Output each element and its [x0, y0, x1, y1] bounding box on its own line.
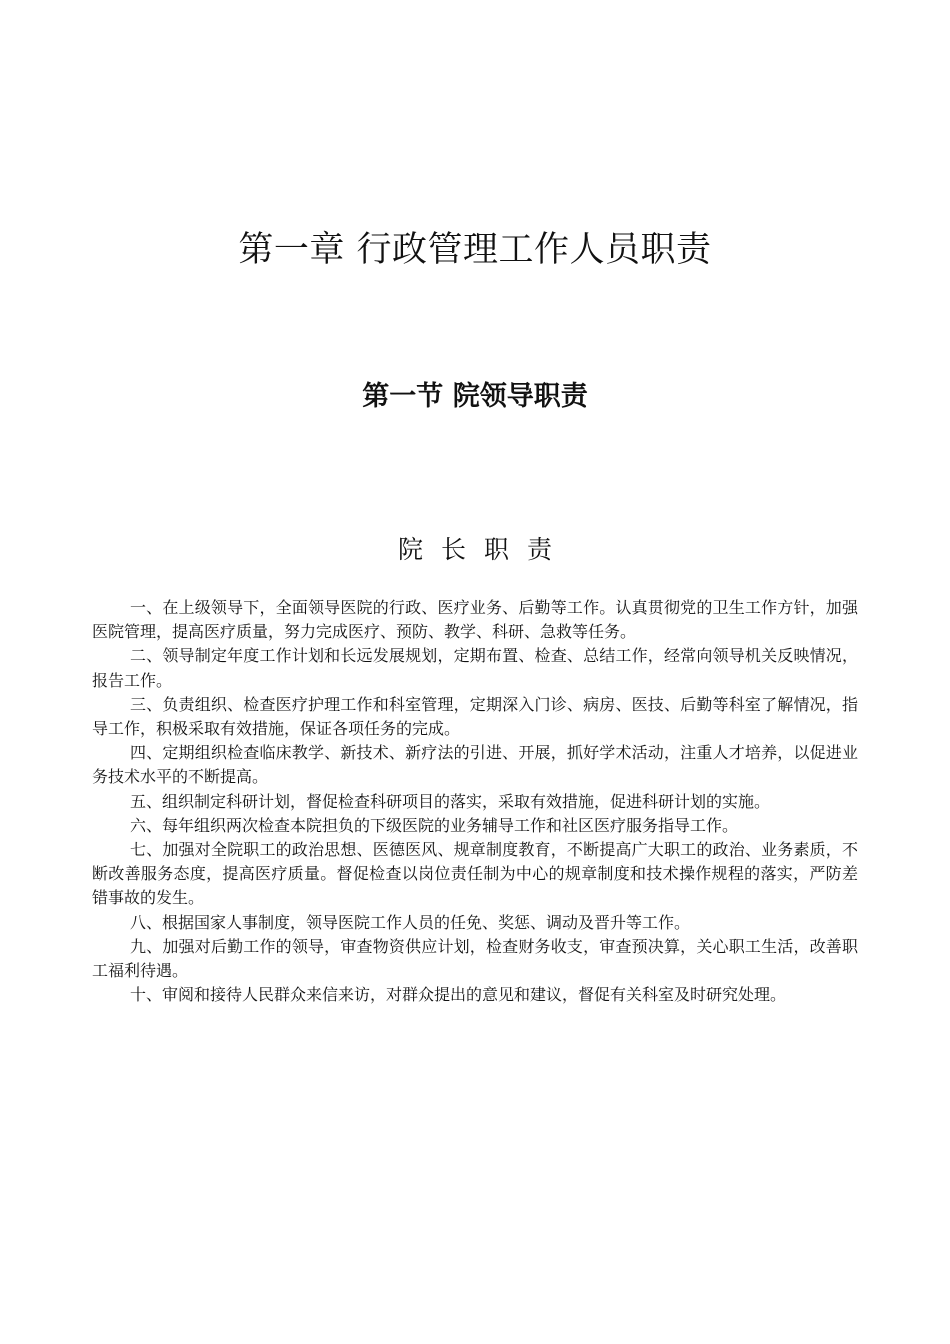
duty-item-5: 五、组织制定科研计划，督促检查科研项目的落实，采取有效措施，促进科研计划的实施。	[130, 791, 771, 811]
duty-title: 院长职责	[397, 535, 570, 564]
duty-item-4: 四、定期组织检查临床教学、新技术、新疗法的引进、开展，抓好学术活动，注重人才培养，以促进业务技术水平的不断提高。	[92, 743, 858, 787]
duty-list	[92, 596, 858, 1007]
duty-item-10: 十、审阅和接待人民群众来信来访，对群众提出的意见和建议，督促有关科室及时研究处理。	[130, 985, 787, 1005]
duty-item-9: 九、加强对后勤工作的领导，审查物资供应计划，检查财务收支，审查预决算，关心职工生活，改善职工福利待遇。	[92, 936, 858, 981]
duty-item-2: 二、领导制定年度工作计划和长远发展规划，定期布置、检查、总结工作，经常向领导机关反映情况，报告工作。	[92, 646, 858, 690]
duty-item-3: 三、负责组织、检查医疗护理工作和科室管理，定期深入门诊、病房、医技、后勤等科室了解情况，指导工作，积极采取有效措施，保证各项任务的完成。	[92, 694, 858, 739]
duty-item-8: 八、根据国家人事制度，领导医院工作人员的任免、奖惩、调动及晋升等工作。	[130, 912, 691, 932]
duty-item-7: 七、加强对全院职工的政治思想、医德医风、规章制度教育，不断提高广大职工的政治、业务素质，不断改善服务态度，提高医疗质量。督促检查以岗位责任制为中心的规章制度和技术操作规程的落实，严防差错事故的发生。	[92, 840, 858, 908]
duty-item-6: 六、每年组织两次检查本院担负的下级医院的业务辅导工作和社区医疗服务指导工作。	[130, 815, 739, 835]
section-title: 第一节 院领导职责	[362, 381, 588, 412]
chapter-title: 第一章 行政管理工作人员职责	[238, 230, 712, 270]
duty-item-1: 一、在上级领导下，全面领导医院的行政、医疗业务、后勤等工作。认真贯彻党的卫生工作方针，加强医院管理，提高医疗质量，努力完成医疗、预防、教学、科研、急救等任务。	[92, 598, 858, 642]
